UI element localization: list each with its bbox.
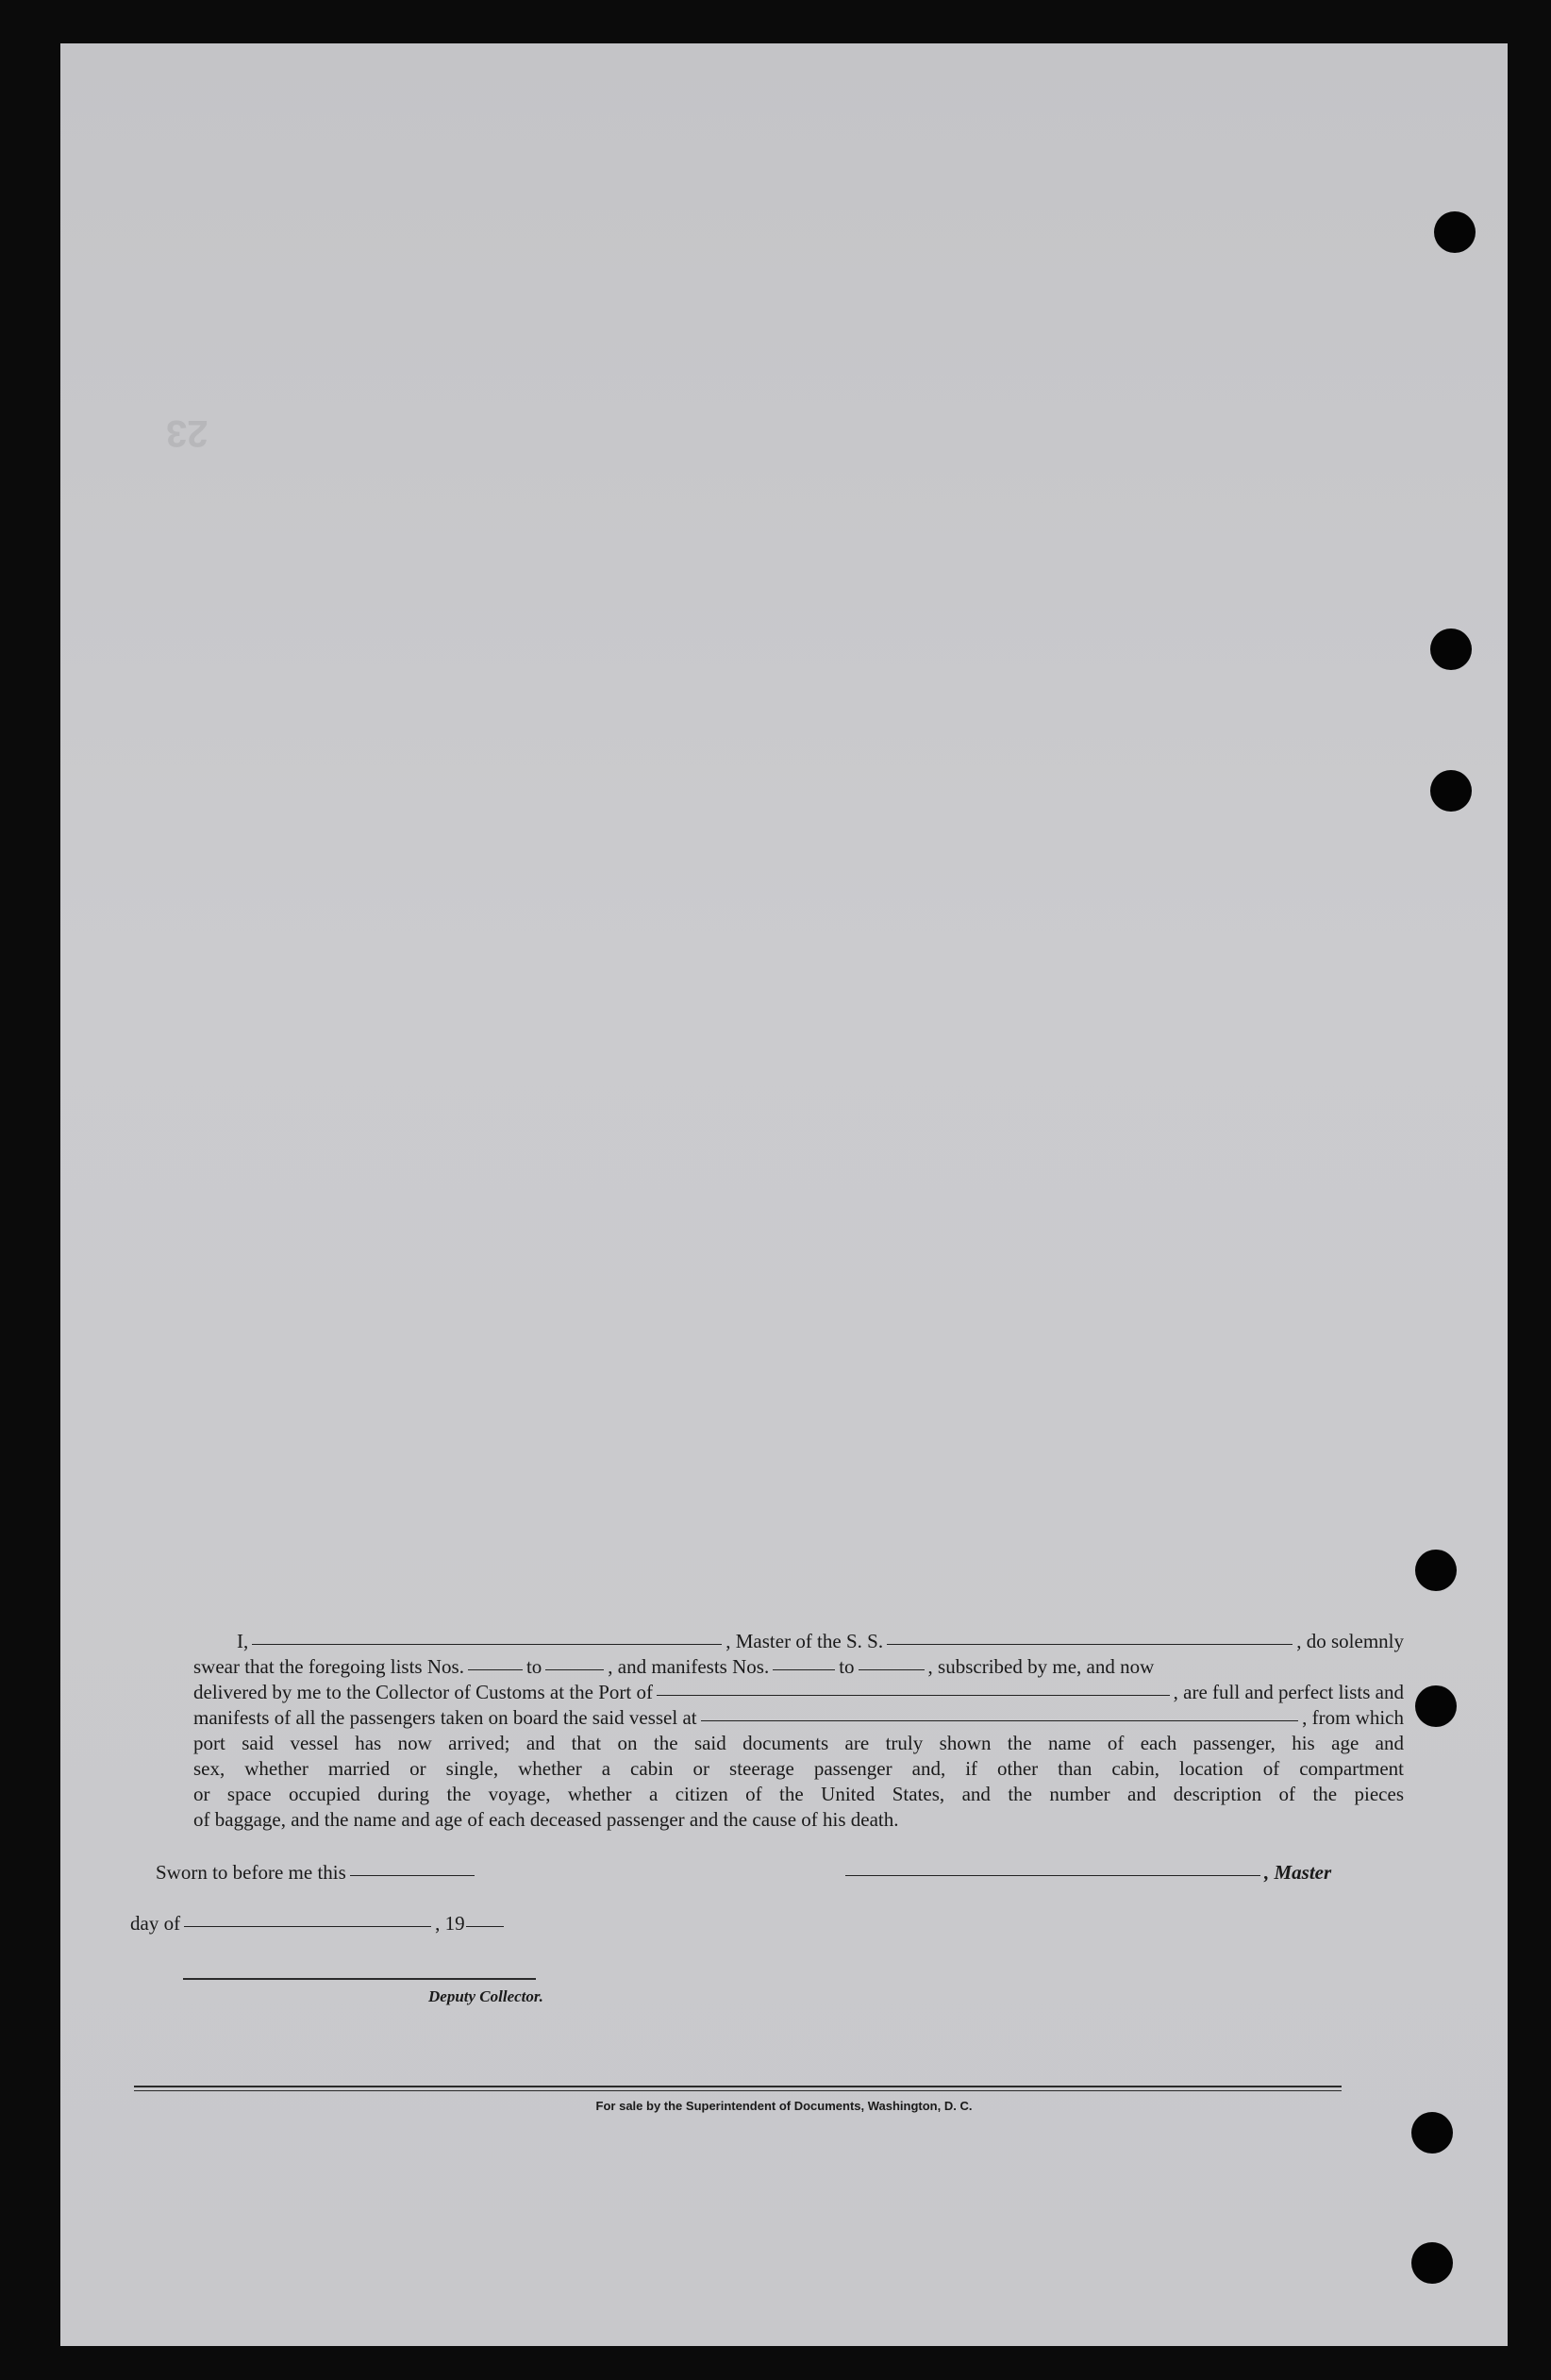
oath-line-2 [193, 1654, 1404, 1680]
port-blank[interactable] [657, 1694, 1170, 1696]
master-oath [193, 1629, 1404, 1833]
binder-hole-4 [1415, 1550, 1457, 1591]
list-to-blank[interactable] [545, 1668, 604, 1670]
oath-i-label: I, [237, 1630, 249, 1652]
subscribed-label: , subscribed by me, and now [927, 1655, 1155, 1678]
do-solemnly-label: , do solemnly [1296, 1630, 1404, 1652]
list-from-blank[interactable] [468, 1668, 523, 1670]
binder-hole-2 [1430, 629, 1472, 670]
master-name-blank[interactable] [252, 1643, 722, 1645]
sworn-date-blank[interactable] [350, 1874, 475, 1876]
oath-line-4 [193, 1705, 1404, 1731]
faded-page-number: 23 [166, 412, 208, 454]
deputy-signature-line[interactable] [183, 1978, 536, 1980]
are-full-label: , are full and perfect lists and [1173, 1681, 1404, 1703]
manifest-from-blank[interactable] [773, 1668, 835, 1670]
oath-line-8: of baggage, and the name and age of each deceased passenger and the cause of his death. [193, 1808, 899, 1831]
deputy-collector-label: Deputy Collector. [428, 1987, 543, 2005]
master-of-ss-label: , Master of the S. S. [725, 1630, 884, 1652]
year-blank[interactable] [466, 1925, 504, 1927]
delivered-label: delivered by me to the Collector of Customs at the Port of [193, 1681, 653, 1703]
from-which-label: , from which [1302, 1706, 1404, 1729]
swear-lists-label: swear that the foregoing lists Nos. [193, 1655, 464, 1678]
binder-hole-5 [1415, 1685, 1457, 1727]
oath-line-5: port said vessel has now arrived; and that on the said documents are truly shown the name of each passenger, his age and [193, 1732, 1404, 1754]
master-signature-row [842, 1861, 1331, 1885]
binder-hole-1 [1434, 211, 1476, 253]
oath-line-1 [193, 1629, 1404, 1654]
month-blank[interactable] [184, 1925, 431, 1927]
day-of-row [130, 1912, 508, 1936]
oath-line-3 [193, 1680, 1404, 1705]
manifest-page [60, 43, 1508, 2346]
footer-rule-bottom [134, 2090, 1342, 2091]
to-label-2: to [839, 1655, 855, 1678]
manifests-all-label: manifests of all the passengers taken on board the said vessel at [193, 1706, 697, 1729]
master-suffix-label: , Master [1264, 1861, 1332, 1884]
sworn-before-label: Sworn to before me this [156, 1861, 346, 1884]
binder-hole-3 [1430, 770, 1472, 812]
oath-line-6: sex, whether married or single, whether a cabin or steerage passenger and, if other than cabin, location of compartment [193, 1757, 1404, 1780]
sworn-before-row [156, 1861, 478, 1885]
manifest-to-blank[interactable] [859, 1668, 925, 1670]
and-manifests-label: , and manifests Nos. [608, 1655, 770, 1678]
sale-note: For sale by the Superintendent of Documents, Washington, D. C. [595, 2099, 973, 2113]
ship-name-blank[interactable] [887, 1643, 1292, 1645]
day-of-label: day of [130, 1912, 181, 1935]
binder-hole-6 [1411, 2112, 1453, 2154]
master-signature-blank[interactable] [845, 1874, 1260, 1876]
year-prefix-label: , 19 [435, 1912, 465, 1935]
footer-rule-top [134, 2086, 1342, 2087]
departure-port-blank[interactable] [701, 1719, 1299, 1721]
binder-hole-7 [1411, 2242, 1453, 2284]
to-label-1: to [525, 1655, 542, 1678]
oath-line-7: or space occupied during the voyage, whether a citizen of the United States, and the number and description of the pieces [193, 1783, 1404, 1805]
